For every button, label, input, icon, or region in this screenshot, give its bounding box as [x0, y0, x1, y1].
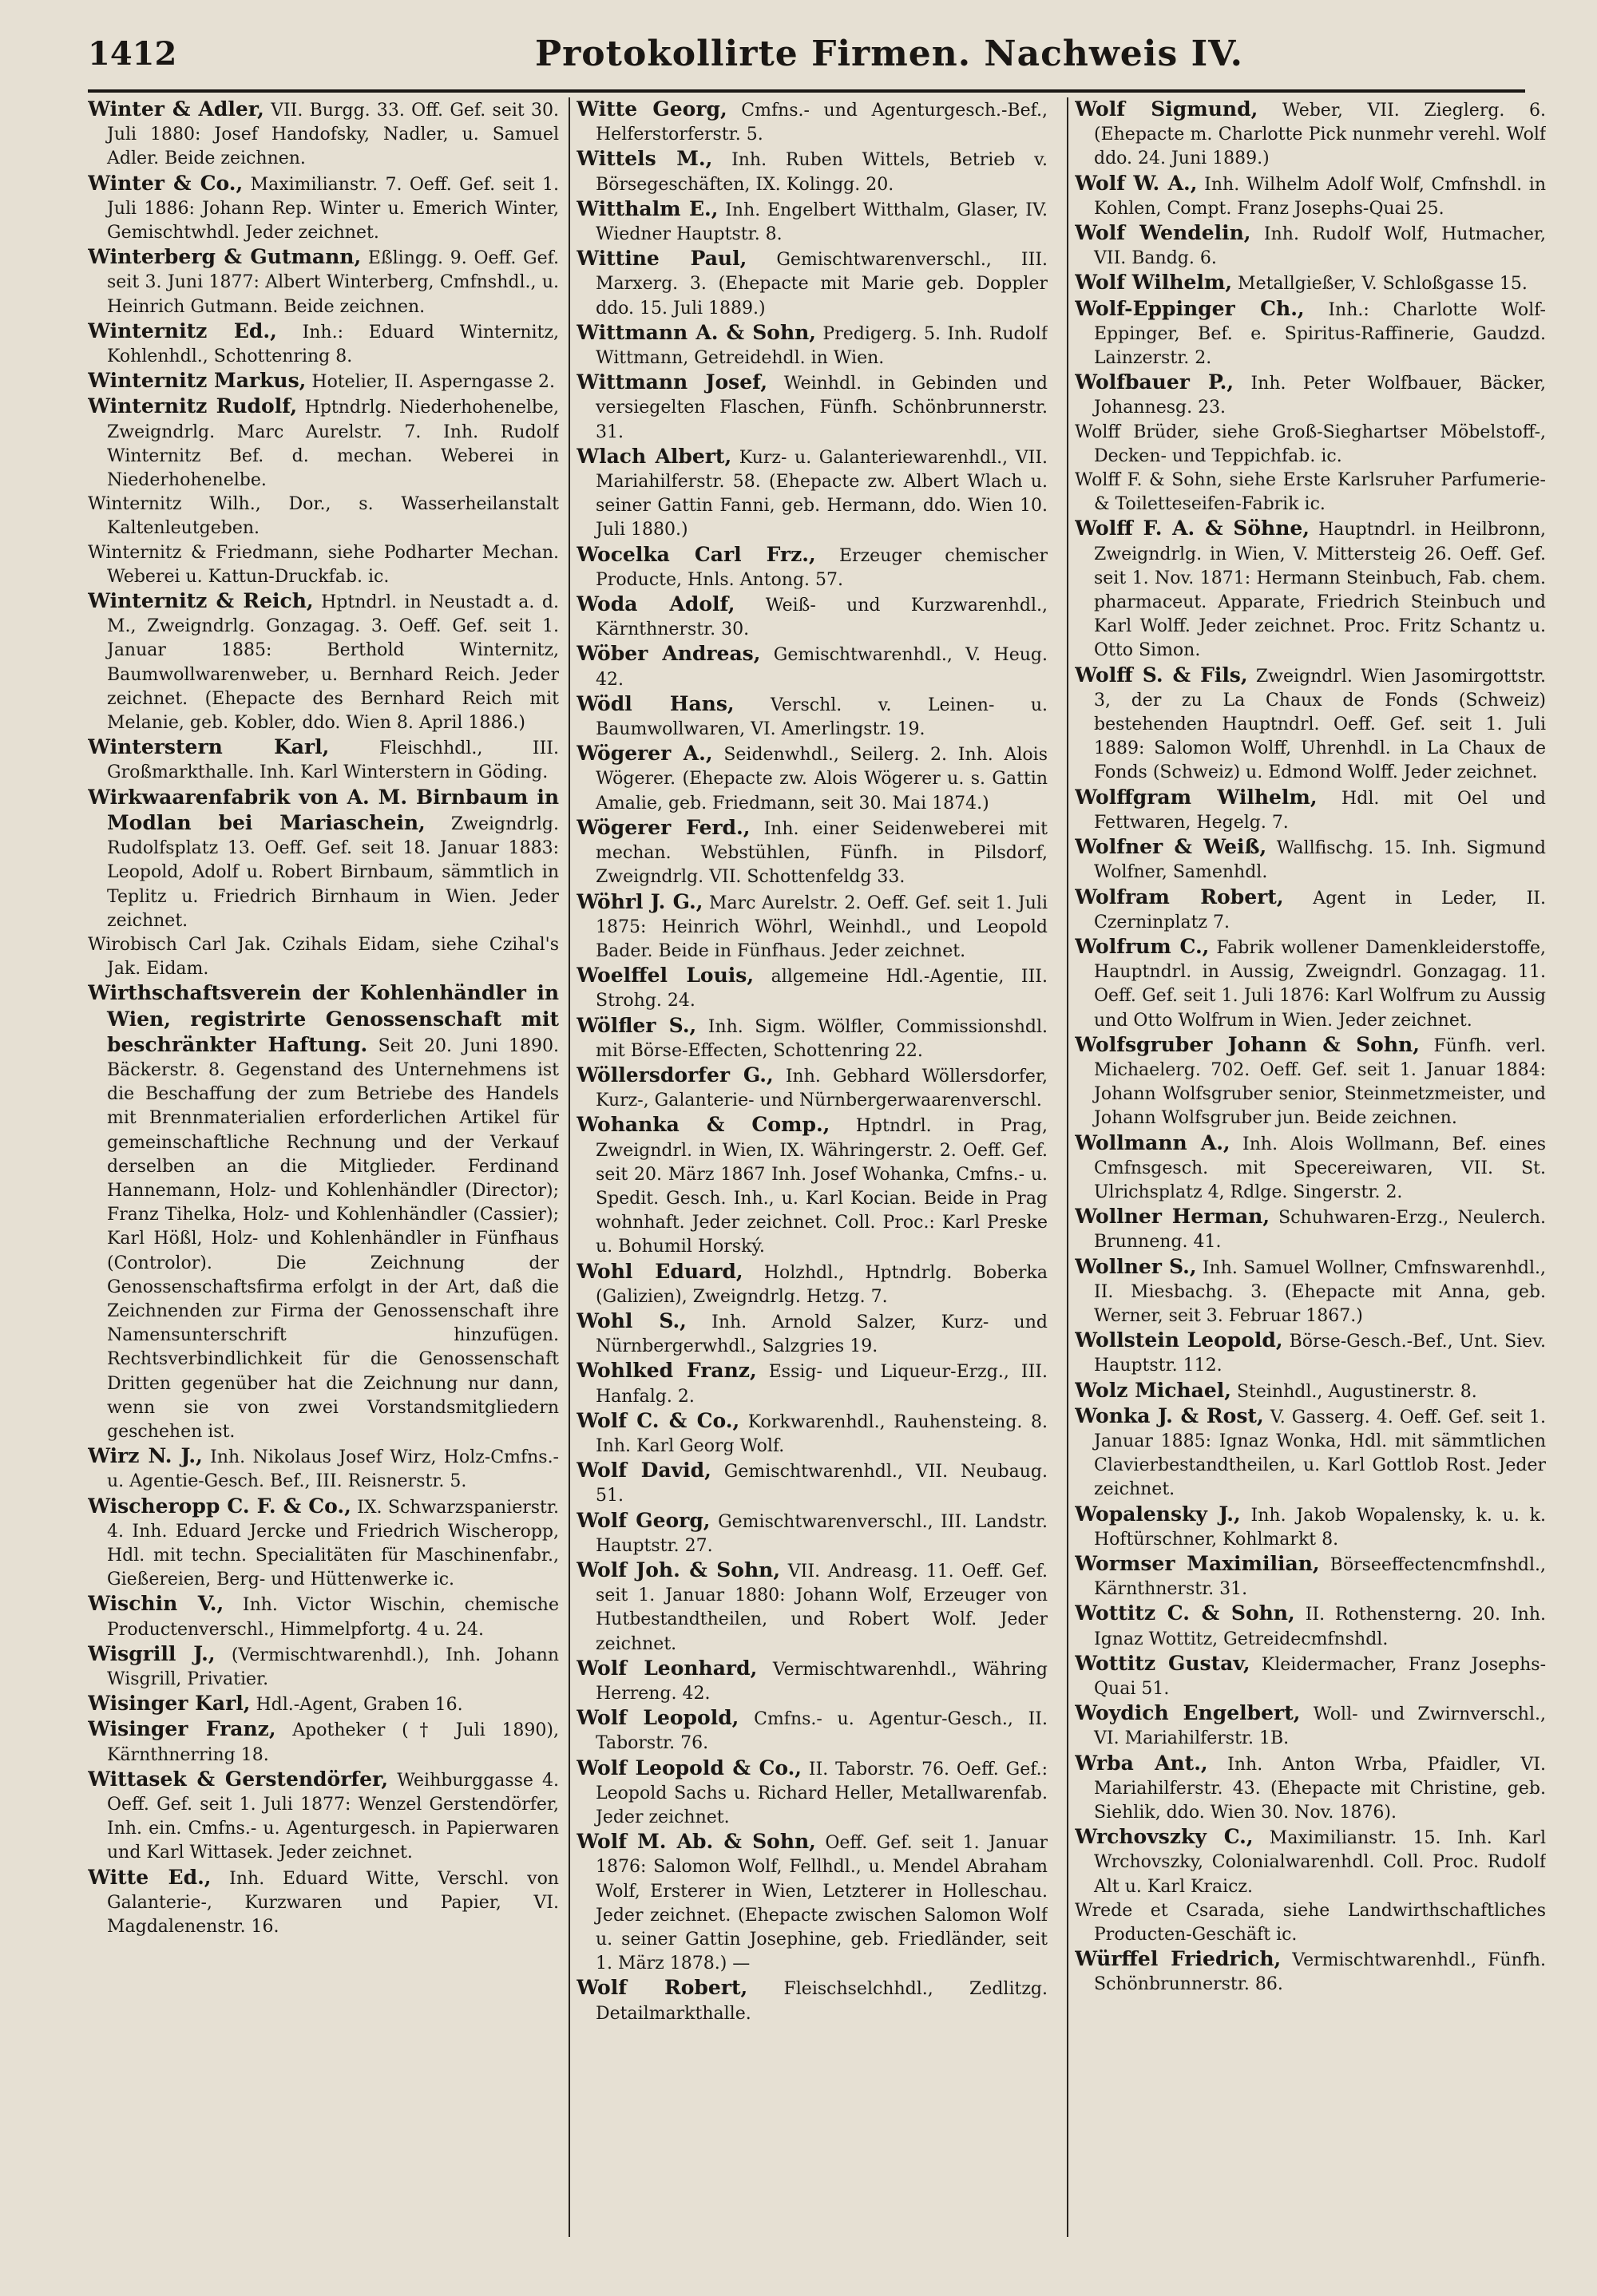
directory-entry: [1075, 421, 1546, 469]
directory-entry: [88, 589, 559, 735]
directory-entry: [1075, 1947, 1546, 1997]
entry-text: Maximilianstr. 15. Inh. Karl Wrchovszky, Colonialwarenhdl. Coll. Proc. Rudolf Alt u. Karl Kraicz.: [1094, 1828, 1546, 1897]
firm-name: Wolf Leonhard,: [577, 1656, 758, 1680]
firm-name: Wottitz C. & Sohn,: [1075, 1601, 1295, 1625]
entry-text: Zweigndrl. Wien Jasomirgottstr. 3, der zu La Chaux de Fonds (Schweiz) bestehenden Hauptndrl. Oeff. Gef. seit 1. Juli 1889: Salomon Wolff, Uhrenhdl. in La Chaux de Fonds (Schweiz) u. Edmond Wolff. Jeder zeichnet.: [1094, 666, 1546, 783]
directory-entry: [88, 541, 559, 589]
directory-entry: [88, 319, 559, 369]
entry-text: II. Taborstr. 76. Oeff. Gef.: Leopold Sachs u. Richard Heller, Metallwarenfab. Jeder zeichnet.: [596, 1759, 1048, 1828]
entry-text: Weiß- und Kurzwarenhdl., Kärnthnerstr. 30.: [596, 596, 1048, 640]
directory-entry: [88, 1768, 559, 1866]
entry-text: Inh. Sigm. Wölfler, Commissionshdl. mit Börse-Effecten, Schottenring 22.: [596, 1016, 1048, 1061]
entry-text: allgemeine Hdl.-Agentie, III. Strohg. 24.: [596, 967, 1048, 1011]
entry-text: Verschl. v. Leinen- u. Baumwollwaren, VI. Amerlingstr. 19.: [596, 695, 1048, 740]
firm-name: Wolff S. & Fils,: [1075, 663, 1248, 687]
directory-entry: [1075, 1899, 1546, 1947]
directory-entry: [88, 735, 559, 785]
directory-entry: [88, 1717, 559, 1767]
firm-name: Winter & Adler,: [88, 97, 264, 121]
directory-entry: [1075, 1328, 1546, 1378]
directory-entry: [577, 890, 1048, 964]
directory-entry: [577, 964, 1048, 1013]
firm-name: Wolf W. A.,: [1075, 171, 1198, 195]
directory-entry: [1075, 1205, 1546, 1254]
firm-name: Wolf-Eppinger Ch.,: [1075, 296, 1305, 320]
entry-text: Gemischtwarenverschl., III. Landstr. Hauptstr. 27.: [596, 1511, 1048, 1556]
directory-entry: [88, 1592, 559, 1641]
directory-entry: [577, 1706, 1048, 1756]
directory-entry: [1075, 469, 1546, 517]
firm-name: Wisinger Karl,: [88, 1692, 251, 1716]
directory-entry: [88, 394, 559, 493]
directory-entry: [577, 1359, 1048, 1408]
entry-text: Inh. Ruben Wittels, Betrieb v. Börsegeschäften, IX. Kolingg. 20.: [596, 150, 1048, 195]
firm-name: Wolf M. Ab. & Sohn,: [577, 1830, 816, 1854]
entry-text: Woll- und Zwirnverschl., VI. Mariahilferstr. 1B.: [1094, 1704, 1546, 1749]
entry-text: Vermischtwarenhdl., Fünfh. Schönbrunnerstr. 86.: [1094, 1950, 1546, 1995]
entry-text: Zweigndrlg. Rudolfsplatz 13. Oeff. Gef. seit 18. Januar 1883: Leopold, Adolf u. Robert Birnbaum, sämmtlich in Teplitz u. Friedrich Birnhaum in Wien. Jeder zeichnet.: [107, 813, 559, 931]
entry-text: Inh. Samuel Wollner, Cmfnswarenhdl., II. Miesbachg. 3. (Ehepacte mit Anna, geb. Werner, seit 3. Februar 1867.): [1094, 1257, 1546, 1326]
directory-entry: [577, 1558, 1048, 1657]
firm-name: Wopalensky J.,: [1075, 1502, 1241, 1526]
directory-entry: [577, 370, 1048, 445]
entry-text: Weinhdl. in Gebinden und versiegelten Flaschen, Fünfh. Schönbrunnerstr. 31.: [596, 374, 1048, 442]
firm-name: Wolf David,: [577, 1459, 711, 1483]
firm-name: Wolf Georg,: [577, 1508, 711, 1532]
entry-text: Eßlingg. 9. Oeff. Gef. seit 3. Juni 1877: Albert Winterberg, Cmfnshdl., u. Heinrich Gutmann. Beide zeichnen.: [107, 248, 559, 317]
entry-text: Gemischtwarenhdl., VII. Neubaug. 51.: [596, 1462, 1048, 1506]
entry-text: Essig- und Liqueur-Erzg., III. Hanfalg. 2.: [596, 1362, 1048, 1407]
entry-text: Kleidermacher, Franz Josephs-Quai 51.: [1094, 1654, 1546, 1699]
entry-text: Inh.: Eduard Winternitz, Kohlenhdl., Schottenring 8.: [107, 322, 559, 367]
directory-entry: [577, 1113, 1048, 1259]
directory-entry: [88, 172, 559, 246]
firm-name: Wonka J. & Rost,: [1075, 1403, 1264, 1427]
directory-entry: [1075, 1701, 1546, 1751]
directory-entry: [577, 1756, 1048, 1831]
firm-name: Wohl Eduard,: [577, 1259, 743, 1283]
directory-entry: [1075, 1601, 1546, 1651]
firm-name: Winternitz Rudolf,: [88, 394, 298, 418]
directory-entry: [1075, 835, 1546, 885]
directory-entry: [577, 1409, 1048, 1459]
entry-text: Hdl. mit Oel und Fettwaren, Hegelg. 7.: [1094, 788, 1546, 833]
column-2: [577, 97, 1048, 2269]
firm-name: Wischin V.,: [88, 1592, 224, 1616]
firm-name: Wirthschaftsverein der Kohlenhändler in Wien, registrirte Genossenschaft mit beschränkter Haftung.: [88, 981, 559, 1056]
directory-entry: [88, 1494, 559, 1593]
column-3: [1075, 97, 1546, 2269]
firm-name: Wolfner & Weiß,: [1075, 835, 1267, 859]
firm-name: Wolff F. A. & Söhne,: [1075, 517, 1310, 540]
firm-name: Witte Ed.,: [88, 1865, 212, 1889]
firm-name: Wöllersdorfer G.,: [577, 1063, 774, 1087]
entry-text: Holzhdl., Hptndrlg. Boberka (Galizien), Zweigndrlg. Hetzg. 7.: [596, 1262, 1048, 1307]
firm-name: Wischeropp C. F. & Co.,: [88, 1494, 351, 1518]
directory-entry: [577, 321, 1048, 370]
page-header: [88, 30, 1525, 94]
entry-text: Wallfischg. 15. Inh. Sigmund Wolfner, Samenhdl.: [1094, 838, 1546, 883]
firm-name: Wolf Sigmund,: [1075, 97, 1258, 121]
firm-name: Wolf Joh. & Sohn,: [577, 1558, 781, 1581]
entry-text: V. Gasserg. 4. Oeff. Gef. seit 1. Januar 1885: Ignaz Wonka, Hdl. mit sämmtlichen Clavierbestandtheilen, u. Karl Gottlob Rost. Jeder zeichnet.: [1094, 1407, 1546, 1500]
firm-name: Winterstern Karl,: [88, 735, 330, 759]
entry-text: Inh. Anton Wrba, Pfaidler, VI. Mariahilferstr. 43. (Ehepacte mit Christine, geb. Siehlik, ddo. Wien 30. Nov. 1876).: [1094, 1754, 1546, 1823]
firm-name: Wisgrill J.,: [88, 1641, 216, 1665]
firm-name: Wöber Andreas,: [577, 642, 761, 666]
entry-text: Inh. Peter Wolfbauer, Bäcker, Johannesg. 23.: [1094, 374, 1546, 418]
entry-text: Steinhdl., Augustinerstr. 8.: [1236, 1381, 1477, 1402]
firm-name: Witte Georg,: [577, 97, 727, 121]
entry-text: Cmfns.- u. Agentur-Gesch., II. Taborstr. 76.: [596, 1709, 1048, 1754]
directory-entry: [88, 981, 559, 1444]
directory-entry: [88, 1444, 559, 1494]
firm-name: Wittine Paul,: [577, 247, 747, 271]
directory-entry: [577, 742, 1048, 816]
firm-name: Wohl S.,: [577, 1308, 687, 1332]
entry-text: Inh. Victor Wischin, chemische Productenverschl., Himmelpfortg. 4 u. 24.: [107, 1595, 559, 1640]
page-number: 1412: [88, 35, 177, 73]
entry-text: Korkwarenhdl., Rauhensteing. 8. Inh. Karl Georg Wolf.: [596, 1411, 1048, 1456]
entry-text: Fünfh. verl. Michaelerg. 702. Oeff. Gef. seit 1. Januar 1884: Johann Wolfsgruber senior, Steinmetzmeister, und Johann Wolfsgruber jun. Beide zeichnen.: [1094, 1035, 1546, 1129]
directory-entry: [1075, 1255, 1546, 1329]
entry-text: Wolff Brüder, siehe Groß-Sieghartser Möbelstoff-, Decken- und Teppichfab. ic.: [1075, 422, 1546, 466]
entry-text: Seidenwhdl., Seilerg. 2. Inh. Alois Wögerer. (Ehepacte zw. Alois Wögerer u. s. Gattin Amalie, geb. Friedmann, seit 30. Mai 1874.): [596, 745, 1048, 813]
entry-text: Inh. Eduard Witte, Verschl. von Galanterie-, Kurzwaren und Papier, VI. Magdalenenstr. 16.: [107, 1868, 559, 1938]
firm-name: Wögerer Ferd.,: [577, 815, 751, 839]
directory-entry: [1075, 935, 1546, 1033]
entry-text: Hauptndrl. in Heilbronn, Zweigndrlg. in Wien, V. Mittersteig 26. Oeff. Gef. seit 1. Nov. 1871: Hermann Steinbuch, Fab. chem. pharmaceut. Apparate, Friedrich Steinbuch und Karl Wolff. Jeder zeichnet. Proc. Fritz Schantz u. Otto Simon.: [1094, 520, 1546, 661]
page-title: Protokollirte Firmen. Nachweis IV.: [535, 34, 1243, 74]
firm-name: Wirkwaarenfabrik von A. M. Birnbaum in Modlan bei Mariaschein,: [88, 785, 559, 834]
entry-text: Hptndrlg. Niederhohenelbe, Zweigndrlg. Marc Aurelstr. 7. Inh. Rudolf Winternitz Bef. d. mechan. Weberei in Niederhohenelbe.: [107, 398, 559, 491]
directory-entry: [88, 493, 559, 540]
directory-entry: [88, 1866, 559, 1940]
directory-entry: [1075, 221, 1546, 271]
directory-entry: [1075, 1131, 1546, 1205]
directory-entry: [1075, 1552, 1546, 1601]
firm-name: Wlach Albert,: [577, 444, 732, 468]
firm-name: Wolf Wendelin,: [1075, 221, 1251, 245]
directory-entry: [577, 1063, 1048, 1113]
directory-entry: [1075, 1652, 1546, 1701]
entry-text: Inh. Wilhelm Adolf Wolf, Cmfnshdl. in Kohlen, Compt. Franz Josephs-Quai 25.: [1094, 174, 1546, 219]
entry-text: Inh. Jakob Wopalensky, k. u. k. Hoftürschner, Kohlmarkt 8.: [1094, 1505, 1546, 1550]
firm-name: Wittmann A. & Sohn,: [577, 320, 816, 344]
directory-entry: [1075, 663, 1546, 786]
entry-text: Gemischtwarenverschl., III. Marxerg. 3. (Ehepacte mit Marie geb. Doppler ddo. 15. Juli 1889.): [596, 250, 1048, 319]
directory-entry: [1075, 885, 1546, 935]
directory-entry: [577, 816, 1048, 890]
entry-text: Börse-Gesch.-Bef., Unt. Siev. Hauptstr. 112.: [1094, 1332, 1546, 1376]
directory-entry: [577, 1830, 1048, 1976]
firm-name: Wollner S.,: [1075, 1254, 1197, 1278]
firm-name: Wolfsgruber Johann & Sohn,: [1075, 1032, 1420, 1056]
firm-name: Woelffel Louis,: [577, 964, 755, 988]
column-1: [88, 97, 559, 2269]
entry-text: Inh. Arnold Salzer, Kurz- und Nürnbergerwhdl., Salzgries 19.: [596, 1312, 1048, 1357]
entry-text: Agent in Leder, II. Czerninplatz 7.: [1094, 888, 1546, 932]
directory-entry: [577, 692, 1048, 742]
entry-text: Kurz- u. Galanteriewarenhdl., VII. Mariahilferstr. 58. (Ehepacte zw. Albert Wlach u. seiner Gattin Fanni, geb. Hermann, ddo. Wien 10. Juli 1880.): [596, 447, 1048, 540]
entry-text: Erzeuger chemischer Producte, Hnls. Antong. 57.: [596, 545, 1048, 590]
firm-name: Winter & Co.,: [88, 171, 244, 195]
firm-name: Wolf C. & Co.,: [577, 1408, 740, 1432]
entry-text: Hptndrl. in Prag, Zweigndrl. in Wien, IX. Währingerstr. 2. Oeff. Gef. seit 20. März 1867 Inh. Josef Wohanka, Cmfns.- u. Spedit. Gesch. Inh., u. Karl Kocian. Beide in Prag wohnhaft. Jeder zeichnet. Coll. Proc.: Karl Preske u. Bohumil Horský.: [596, 1116, 1048, 1257]
header-rule: [88, 89, 1525, 93]
firm-name: Wrba Ant.,: [1075, 1751, 1208, 1775]
entry-text: Winternitz Wilh., Dor., s. Wasserheilanstalt Kaltenleutgeben.: [88, 494, 559, 539]
entry-text: Oeff. Gef. seit 1. Januar 1876: Salomon Wolf, Fellhdl., u. Mendel Abraham Wolf, Ersterer in Wien, Letzterer in Holleschau. Jeder zeichnet. (Ehepacte zwischen Salomon Wolf u. seiner Gattin Josephine, geb. Friedländer, seit 1. März 1878.) —: [596, 1833, 1048, 1974]
directory-entry: [1075, 1752, 1546, 1826]
entry-text: Inh. Nikolaus Josef Wirz, Holz-Cmfns.- u. Agentie-Gesch. Bef., III. Reisnerstr. 5.: [107, 1447, 559, 1492]
entry-text: Seit 20. Juni 1890. Bäckerstr. 8. Gegenstand des Unternehmens ist die Beschaffung der zum Betriebe des Handels mit Brennmaterialien erforderlichen Artikel für gemeinschaftliche Rechnung und der Verkauf derselben an die Mitglieder. Ferdinand Hannemann, Holz- und Kohlenhändler (Director); Franz Tihelka, Holz- und Kohlenhändler (Cassier); Karl Hößl, Holz- und Kohlenhändler in Fünfhaus (Controlor). Die Zeichnung der Genossenschaftsfirma erfolgt in der Art, daß die Zeichnenden zur Firma der Genossenschaft ihre Namensunterschrift hinzufügen. Rechtsverbindlichkeit für die Genossenschaft Dritten gegenüber hat die Zeichnung nur dann, wenn sie von zwei Vorstandsmitgliedern geschehen ist.: [107, 1035, 559, 1442]
firm-name: Wittels M.,: [577, 147, 713, 171]
entry-text: Hptndrl. in Neustadt a. d. M., Zweigndrlg. Gonzagag. 3. Oeff. Gef. seit 1. Januar 1885: Berthold Winternitz, Baumwollwarenweber, u. Bernhard Reich. Jeder zeichnet. (Ehepacte des Bernhard Reich mit Melanie, geb. Kobler, ddo. Wien 8. April 1886.): [107, 592, 559, 734]
directory-entry: [1075, 1825, 1546, 1899]
firm-name: Wolf Wilhelm,: [1075, 271, 1233, 295]
directory-entry: [88, 933, 559, 981]
column-divider: [1067, 97, 1068, 2237]
directory-entry: [1075, 172, 1546, 221]
directory-entry: [1075, 1379, 1546, 1404]
directory-entry: [1075, 271, 1546, 296]
entry-text: Inh. Rudolf Wolf, Hutmacher, VII. Bandg. 6.: [1094, 224, 1546, 269]
firm-name: Wormser Maximilian,: [1075, 1551, 1320, 1575]
firm-name: Woydich Engelbert,: [1075, 1701, 1301, 1725]
firm-name: Wolfbauer P.,: [1075, 370, 1234, 394]
firm-name: Wolf Robert,: [577, 1976, 748, 2000]
directory-entry: [1075, 1033, 1546, 1131]
entry-text: VII. Andreasg. 11. Oeff. Gef. seit 1. Januar 1880: Johann Wolf, Erzeuger von Hutbestandtheilen, und Robert Wolf. Jeder zeichnet.: [596, 1561, 1048, 1654]
firm-name: Wocelka Carl Frz.,: [577, 542, 816, 566]
entry-text: Fleischselchhdl., Zedlitzg. Detailmarkthalle.: [596, 1979, 1048, 2024]
entry-text: Marc Aurelstr. 2. Oeff. Gef. seit 1. Juli 1875: Heinrich Wöhrl, Weinhdl., und Leopold Bader. Beide in Fünfhaus. Jeder zeichnet.: [596, 893, 1048, 961]
entry-text: Inh. Engelbert Witthalm, Glaser, IV. Wiedner Hauptstr. 8.: [596, 200, 1048, 245]
directory-entry: [1075, 297, 1546, 371]
firm-name: Wollstein Leopold,: [1075, 1328, 1283, 1352]
firm-name: Wirz N. J.,: [88, 1444, 203, 1468]
entry-text: Wrede et Csarada, siehe Landwirthschaftliches Producten-Geschäft ic.: [1075, 1900, 1546, 1946]
entry-text: Inh. einer Seidenweberei mit mechan. Webstühlen, Fünfh. in Pilsdorf, Zweigndrlg. VII. Schottenfeldg 33.: [596, 818, 1048, 888]
firm-name: Wolf Leopold,: [577, 1706, 739, 1730]
directory-entry: [1075, 517, 1546, 663]
directory-entry: [88, 1642, 559, 1692]
entry-text: VII. Burgg. 33. Off. Gef. seit 30. Juli 1880: Josef Handofsky, Nadler, u. Samuel Adler. Beide zeichnen.: [107, 101, 559, 169]
directory-entry: [577, 1014, 1048, 1063]
entry-text: Winternitz & Friedmann, siehe Podharter Mechan. Weberei u. Kattun-Druckfab. ic.: [88, 542, 559, 587]
firm-name: Wollner Herman,: [1075, 1205, 1270, 1229]
directory-entry: [1075, 786, 1546, 835]
directory-entry: [577, 592, 1048, 642]
entry-text: Schuhwaren-Erzg., Neulerch. Brunneng. 41.: [1094, 1208, 1546, 1253]
firm-name: Wölfler S.,: [577, 1013, 697, 1037]
firm-name: Wisinger Franz,: [88, 1717, 276, 1741]
entry-text: Börseeffectencmfnshdl., Kärnthnerstr. 31.: [1094, 1554, 1546, 1600]
directory-entry: [577, 642, 1048, 691]
entry-text: Maximilianstr. 7. Oeff. Gef. seit 1. Juli 1886: Johann Rep. Winter u. Emerich Winter, Gemischtwhdl. Jeder zeichnet.: [107, 174, 559, 243]
firm-name: Winternitz & Reich,: [88, 589, 314, 613]
entry-text: Weihburggasse 4. Oeff. Gef. seit 1. Juli 1877: Wenzel Gerstendörfer, Inh. ein. Cmfns.- u. Agenturgesch. in Papierwaren und Karl Wittasek. Jeder zeichnet.: [107, 1770, 559, 1863]
firm-name: Witthalm E.,: [577, 196, 719, 220]
firm-name: Wolffgram Wilhelm,: [1075, 785, 1318, 809]
directory-entry: [577, 1657, 1048, 1706]
firm-name: Wolf Leopold & Co.,: [577, 1756, 802, 1779]
firm-name: Winternitz Markus,: [88, 369, 307, 393]
firm-name: Winterberg & Gutmann,: [88, 245, 362, 269]
firm-name: Wittasek & Gerstendörfer,: [88, 1767, 389, 1791]
entry-text: Wolff F. & Sohn, siehe Erste Karlsruher Parfumerie- & Toiletteseifen-Fabrik ic.: [1075, 470, 1546, 515]
firm-name: Winternitz Ed.,: [88, 319, 277, 342]
directory-entry: [88, 786, 559, 933]
entry-text: II. Rothensterng. 20. Inh. Ignaz Wottitz, Getreidecmfnshdl.: [1094, 1605, 1546, 1649]
directory-entry: [577, 445, 1048, 543]
directory-entry: [577, 1309, 1048, 1359]
directory-entry: [88, 97, 559, 172]
directory-entry: [1075, 1404, 1546, 1502]
directory-entry: [577, 1976, 1048, 2025]
firm-name: Wollmann A.,: [1075, 1130, 1230, 1154]
firm-name: Wohlked Franz,: [577, 1359, 757, 1383]
firm-name: Wohanka & Comp.,: [577, 1113, 830, 1137]
firm-name: Wöhrl J. G.,: [577, 889, 703, 913]
firm-name: Wottitz Gustav,: [1075, 1651, 1250, 1675]
entry-text: Inh.: Charlotte Wolf-Eppinger, Bef. e. Spiritus-Raffinerie, Gaudzd. Lainzerstr. 2.: [1094, 299, 1546, 369]
entry-text: Weber, VII. Zieglerg. 6. (Ehepacte m. Charlotte Pick nunmehr verehl. Wolf ddo. 24. Juni 1889.): [1094, 101, 1546, 169]
entry-text: Fabrik wollener Damenkleiderstoffe, Hauptndrl. in Aussig, Zweigndrl. Gonzagag. 11. Oeff. Gef. seit 1. Juli 1876: Karl Wolfrum zu Aussig und Otto Wolfrum in Wien. Jeder zeichnet.: [1094, 937, 1546, 1031]
entry-text: IX. Schwarzspanierstr. 4. Inh. Eduard Jercke und Friedrich Wischeropp, Hdl. mit techn. Specialitäten für Maschinenfabr., Gießereien, Berg- und Hüttenwerke ic.: [107, 1497, 559, 1590]
entry-text: Vermischtwarenhdl., Währing Herreng. 42.: [596, 1659, 1048, 1704]
firm-name: Wolfram Robert,: [1075, 885, 1284, 909]
entry-text: Predigerg. 5. Inh. Rudolf Wittmann, Getreidehdl. in Wien.: [596, 323, 1048, 369]
directory-entry: [577, 97, 1048, 147]
entry-text: (Vermischtwarenhdl.), Inh. Johann Wisgrill, Privatier.: [107, 1645, 559, 1689]
firm-name: Wolfrum C.,: [1075, 934, 1210, 958]
directory-entry: [577, 1459, 1048, 1508]
directory-entry: [577, 1509, 1048, 1558]
firm-name: Würffel Friedrich,: [1075, 1947, 1282, 1971]
directory-entry: [577, 197, 1048, 247]
entry-text: Hotelier, II. Asperngasse 2.: [311, 372, 555, 393]
directory-entry: [1075, 97, 1546, 172]
directory-entry: [1075, 370, 1546, 420]
column-divider: [569, 97, 570, 2237]
entry-text: Hdl.-Agent, Graben 16.: [256, 1695, 463, 1716]
directory-entry: [88, 1692, 559, 1717]
firm-name: Wrchovszky C.,: [1075, 1825, 1254, 1849]
directory-entry: [577, 247, 1048, 321]
firm-name: Wögerer A.,: [577, 742, 713, 766]
directory-entry: [577, 543, 1048, 592]
entry-text: Metallgießer, V. Schloßgasse 15.: [1238, 274, 1528, 295]
firm-name: Wödl Hans,: [577, 691, 735, 715]
entry-text: Fleischhdl., III. Großmarkthalle. Inh. Karl Winterstern in Göding.: [107, 738, 559, 783]
firm-name: Wittmann Josef,: [577, 370, 768, 394]
directory-entry: [577, 147, 1048, 196]
firm-name: Woda Adolf,: [577, 592, 735, 616]
entry-text: Cmfns.- und Agenturgesch.-Bef., Helferstorferstr. 5.: [596, 101, 1048, 145]
directory-entry: [1075, 1502, 1546, 1552]
entry-text: Gemischtwarenhdl., V. Heug. 42.: [596, 645, 1048, 690]
entry-text: Wirobisch Carl Jak. Czihals Eidam, siehe Czihal's Jak. Eidam.: [88, 934, 559, 980]
entry-text: Inh. Gebhard Wöllersdorfer, Kurz-, Galanterie- und Nürnbergerwaarenverschl.: [596, 1066, 1048, 1111]
directory-entry: [577, 1260, 1048, 1309]
entry-text: Apotheker († Juli 1890), Kärnthnerring 18.: [107, 1720, 559, 1765]
directory-entry: [88, 245, 559, 319]
entry-text: Inh. Alois Wollmann, Bef. eines Cmfnsgesch. mit Specereiwaren, VII. St. Ulrichsplatz 4, Rdlge. Singerstr. 2.: [1094, 1134, 1546, 1202]
directory-entry: [88, 369, 559, 394]
firm-name: Wolz Michael,: [1075, 1378, 1231, 1402]
